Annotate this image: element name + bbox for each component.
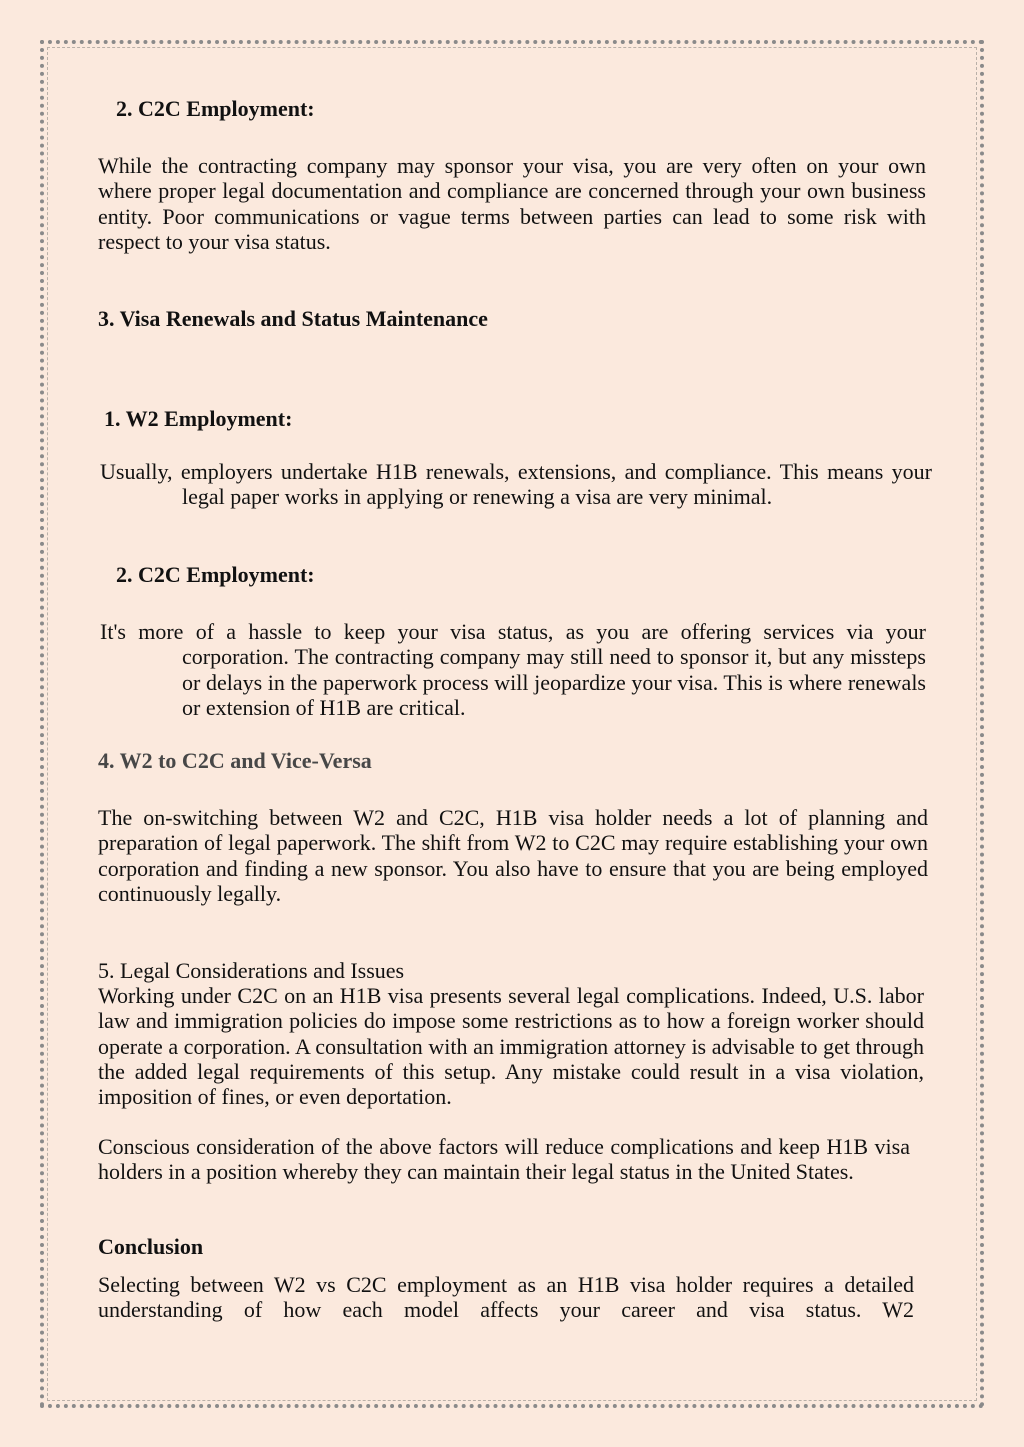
paragraph-legal-considerations: Working under C2C on an H1B visa presents several legal complications. Indeed, U.S. labor law and immigration policies do impose some restrictions as to how a foreign worker should operate a corporation. A consultation with an immigration attorney is advisable to get through the added legal requirements of this setup. Any mistake could result in a visa violation, imposition of fines, or even deportation. [98, 983, 924, 1110]
paragraph-c2c-employment-2: It's more of a hassle to keep your visa status, as you are offering services via your corporation. The contracting company may still need to sponsor it, but any missteps or delays in the paperwork process will jeopardize your visa. This is where renewals or extension of H1B are critical. [100, 619, 926, 720]
heading-c2c-employment-2: 2. C2C Employment: [116, 562, 315, 587]
paragraph-w2-employment: Usually, employers undertake H1B renewals, extensions, and compliance. This means your legal paper works in applying or renewing a visa are very minimal. [100, 459, 932, 510]
paragraph-w2-to-c2c: The on-switching between W2 and C2C, H1B visa holder needs a lot of planning and preparation of legal paperwork. The shift from W2 to C2C may require establishing your own corporation and finding a new sponsor. You also have to ensure that you are being employed continuously legally. [98, 805, 928, 906]
heading-legal-considerations: 5. Legal Considerations and Issues [98, 958, 405, 983]
paragraph-c2c-employment-1: While the contracting company may sponsor your visa, you are very often on your own where proper legal documentation and compliance are concerned through your own business entity. Poor communications or vague terms between parties can lead to some risk with respect to your visa status. [98, 153, 926, 254]
heading-c2c-employment-1: 2. C2C Employment: [116, 96, 315, 121]
heading-w2-employment: 1. W2 Employment: [104, 406, 293, 431]
paragraph-conscious-consideration: Conscious consideration of the above factors will reduce complications and keep H1B visa holders in a position whereby they can maintain their legal status in the United States. [98, 1134, 910, 1185]
heading-conclusion: Conclusion [98, 1234, 204, 1259]
heading-visa-renewals: 3. Visa Renewals and Status Maintenance [98, 306, 488, 331]
paragraph-conclusion: Selecting between W2 vs C2C employment as an H1B visa holder requires a detailed understanding of how each model affects your career and visa status. W2 [98, 1272, 914, 1323]
heading-w2-to-c2c: 4. W2 to C2C and Vice-Versa [98, 748, 372, 773]
